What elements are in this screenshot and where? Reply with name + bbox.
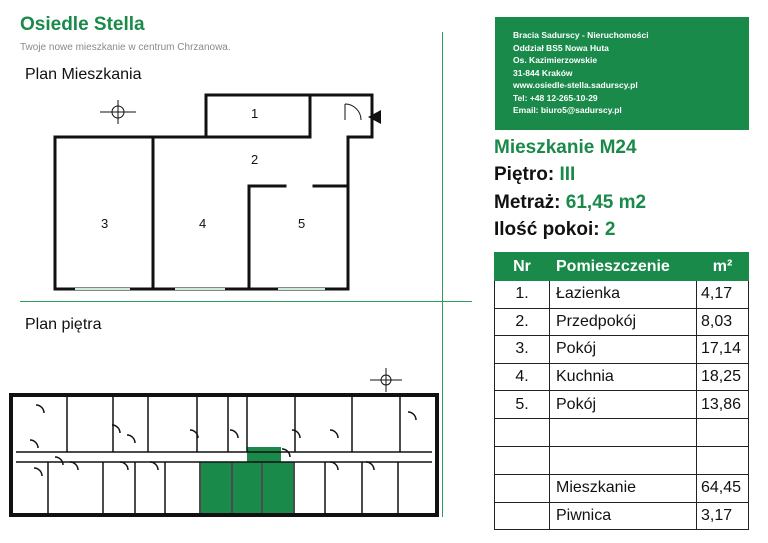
row-area: 8,03 — [697, 308, 749, 336]
table-row — [495, 281, 749, 309]
area-value: 61,45 m2 — [565, 192, 647, 213]
plan-label-room-4: 4 — [199, 216, 207, 231]
plan-label-room-3: 3 — [101, 216, 109, 231]
area-info — [494, 192, 646, 214]
table-summary-row — [495, 474, 749, 502]
contact-street: Os. Kazimierzowskie — [513, 55, 598, 65]
header-area: m² — [697, 253, 749, 281]
plan-label-room-2: 2 — [251, 152, 259, 167]
row-name: Kuchnia — [550, 363, 697, 391]
row-name: Przedpokój — [550, 308, 697, 336]
contact-city: 31-844 Kraków — [513, 67, 573, 78]
header-nr: Nr — [495, 253, 550, 281]
row-name: Pokój — [550, 336, 697, 364]
floor-label: Piętro: — [494, 164, 555, 185]
plan-label-room-5: 5 — [298, 216, 306, 231]
summary-name: Piwnica — [550, 502, 697, 530]
contact-box — [495, 17, 749, 130]
rooms-value: 2 — [604, 219, 616, 240]
summary-area: 64,45 — [697, 474, 749, 502]
row-area: 13,86 — [697, 391, 749, 419]
row-name: Łazienka — [550, 281, 697, 309]
row-nr: 5. — [495, 391, 550, 419]
row-nr: 3. — [495, 336, 550, 364]
row-nr: 2. — [495, 308, 550, 336]
table-row-empty — [495, 418, 749, 446]
plan-label-room-1: 1 — [251, 106, 259, 121]
contact-branch: Oddział BS5 Nowa Huta — [513, 42, 609, 53]
contact-company: Bracia Sadurscy - Nieruchomości — [513, 30, 649, 40]
compass-icon — [100, 100, 136, 124]
table-row — [495, 391, 749, 419]
floor-compass-icon — [370, 368, 402, 392]
contact-email[interactable]: Email: biuro5@sadurscy.pl — [513, 105, 622, 115]
page-subtitle: Twoje nowe mieszkanie w centrum Chrzanowa. — [20, 42, 231, 53]
area-label: Metraż: — [494, 192, 561, 213]
summary-area: 3,17 — [697, 502, 749, 530]
table-summary-row — [495, 502, 749, 530]
table-row — [495, 336, 749, 364]
row-area: 17,14 — [697, 336, 749, 364]
table-row — [495, 363, 749, 391]
row-area: 18,25 — [697, 363, 749, 391]
table-row-empty — [495, 446, 749, 474]
floor-value: III — [559, 164, 576, 185]
contact-phone[interactable]: Tel: +48 12-265-10-29 — [513, 92, 598, 103]
row-area: 4,17 — [697, 281, 749, 309]
rooms-table — [494, 252, 749, 530]
contact-website[interactable]: www.osiedle-stella.sadurscy.pl — [513, 80, 638, 90]
rooms-info — [494, 219, 615, 241]
summary-name: Mieszkanie — [550, 474, 697, 502]
row-name: Pokój — [550, 391, 697, 419]
page-title: Osiedle Stella — [20, 14, 145, 35]
row-nr: 4. — [495, 363, 550, 391]
entrance-door-icon — [345, 104, 381, 124]
apartment-name: Mieszkanie M24 — [494, 137, 637, 158]
rooms-label: Ilość pokoi: — [494, 219, 600, 240]
floor-plan-drawing — [11, 368, 437, 515]
header-room: Pomieszczenie — [550, 253, 697, 281]
floor-info — [494, 164, 575, 186]
row-nr: 1. — [495, 281, 550, 309]
floor-plan-label: Plan piętra — [25, 316, 102, 333]
table-header-row — [495, 253, 749, 281]
table-row — [495, 308, 749, 336]
apartment-plan-label: Plan Mieszkania — [25, 66, 142, 83]
